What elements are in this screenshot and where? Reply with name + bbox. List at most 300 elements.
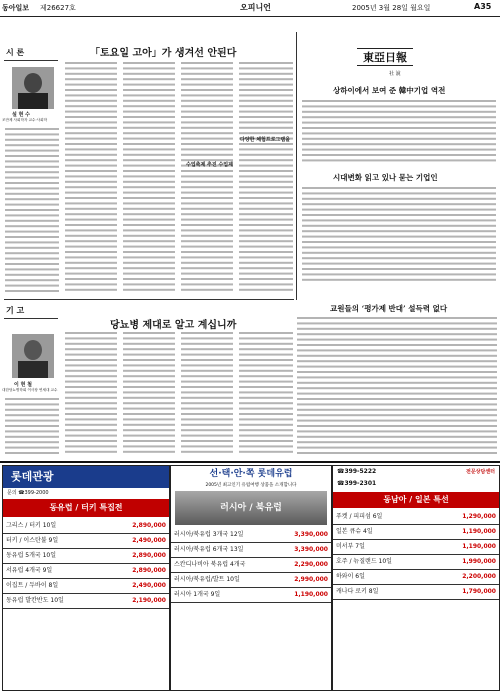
text-line <box>123 267 175 269</box>
siron-body-col3 <box>122 60 176 296</box>
ad-row-name: 스칸디나비아 북유럽 4개국 <box>174 561 246 568</box>
ad-left-row[interactable] <box>3 534 169 549</box>
text-line <box>65 240 117 242</box>
siron-body-col2 <box>64 60 118 296</box>
text-line <box>297 349 497 351</box>
text-line <box>181 418 233 420</box>
editorial-body-3 <box>296 315 498 458</box>
ad-mid-row[interactable] <box>171 528 331 543</box>
kigo-body-col2 <box>64 330 118 458</box>
text-line <box>302 116 496 118</box>
text-line <box>123 343 175 345</box>
text-line <box>181 424 233 426</box>
text-line <box>239 73 293 75</box>
ad-mid-row[interactable] <box>171 558 331 573</box>
text-line <box>123 235 175 237</box>
text-line <box>239 202 293 204</box>
text-line <box>65 116 117 118</box>
text-line <box>65 132 117 134</box>
ad-row-price: 2,490,000 <box>132 582 166 589</box>
text-line <box>181 370 233 372</box>
text-line <box>239 127 293 129</box>
text-line <box>297 339 497 341</box>
text-line <box>65 84 117 86</box>
text-lines <box>64 60 118 296</box>
ad-right-row[interactable] <box>333 585 499 600</box>
text-line <box>65 273 117 275</box>
text-line <box>181 435 233 437</box>
text-line <box>302 263 496 265</box>
editorial-brand: 東亞日報 <box>357 48 413 66</box>
text-line <box>239 186 293 188</box>
text-line <box>5 258 59 260</box>
text-lines <box>301 185 497 285</box>
text-line <box>181 375 233 377</box>
text-line <box>5 225 59 227</box>
text-line <box>181 451 233 453</box>
ad-right-row[interactable] <box>333 525 499 540</box>
ad-left-row[interactable] <box>3 549 169 564</box>
text-line <box>239 235 293 237</box>
text-line <box>181 62 233 64</box>
text-line <box>181 175 233 177</box>
text-line <box>65 143 117 145</box>
text-line <box>302 214 496 216</box>
text-line <box>239 84 293 86</box>
text-line <box>302 138 496 140</box>
editorial-title-1: 상하이에서 보여 준 韓中기업 역전 <box>333 86 446 95</box>
text-line <box>123 62 175 64</box>
text-line <box>65 256 117 258</box>
text-line <box>123 213 175 215</box>
text-line <box>65 138 117 140</box>
editorial-title-2: 시대변화 읽고 있나 묻는 기업인 <box>333 173 438 182</box>
text-line <box>297 371 497 373</box>
text-line <box>65 208 117 210</box>
ad-row-name: 푸켓 / 피피섬 6일 <box>336 513 383 520</box>
text-line <box>65 246 117 248</box>
text-line <box>65 283 117 285</box>
text-line <box>123 354 175 356</box>
text-line <box>123 240 175 242</box>
ad-row-price: 2,890,000 <box>132 522 166 529</box>
ad-row-name: 서유럽 4개국 9일 <box>6 567 53 574</box>
text-line <box>181 186 233 188</box>
text-line <box>181 402 233 404</box>
text-line <box>181 181 233 183</box>
text-line <box>302 192 496 194</box>
text-line <box>239 229 293 231</box>
text-line <box>123 445 175 447</box>
text-line <box>123 132 175 134</box>
text-line <box>239 262 293 264</box>
text-line <box>239 170 293 172</box>
text-line <box>65 440 117 442</box>
text-line <box>65 364 117 366</box>
ad-right-row[interactable] <box>333 540 499 555</box>
text-line <box>5 285 59 287</box>
kigo-body-col5 <box>238 330 294 458</box>
ad-mid[interactable] <box>170 465 332 691</box>
text-line <box>181 67 233 69</box>
text-line <box>123 208 175 210</box>
text-lines <box>296 315 498 458</box>
ad-mid-title: 선·택·안·쪽 롯데유럽 <box>209 469 293 479</box>
text-line <box>65 337 117 339</box>
text-line <box>123 348 175 350</box>
ad-right-row[interactable] <box>333 555 499 570</box>
text-line <box>5 263 59 265</box>
text-line <box>239 370 293 372</box>
text-line <box>65 391 117 393</box>
text-line <box>239 89 293 91</box>
text-line <box>239 381 293 383</box>
text-line <box>302 209 496 211</box>
text-line <box>239 116 293 118</box>
ad-right-tag: 전문상담센터 <box>466 469 495 475</box>
text-lines <box>301 98 497 164</box>
ad-mid-list <box>171 528 331 603</box>
editorial-box <box>296 32 499 300</box>
text-line <box>5 144 59 146</box>
text-line <box>123 186 175 188</box>
text-line <box>181 445 233 447</box>
text-line <box>5 420 59 422</box>
text-line <box>239 343 293 345</box>
ad-row-name: 호주 / 뉴질랜드 10일 <box>336 558 392 565</box>
ad-right-row[interactable] <box>333 570 499 585</box>
text-line <box>297 452 497 454</box>
text-line <box>65 267 117 269</box>
face-shape <box>24 73 42 93</box>
text-line <box>123 262 175 264</box>
text-line <box>5 241 59 243</box>
text-line <box>181 224 233 226</box>
text-line <box>297 420 497 422</box>
ad-row-price: 2,190,000 <box>132 597 166 604</box>
text-line <box>181 235 233 237</box>
contributor-photo <box>12 334 54 378</box>
text-line <box>239 424 293 426</box>
text-line <box>297 387 497 389</box>
text-line <box>239 451 293 453</box>
text-line <box>181 429 233 431</box>
text-line <box>123 78 175 80</box>
text-line <box>239 159 293 161</box>
text-line <box>123 429 175 431</box>
ad-left[interactable] <box>2 465 170 691</box>
text-line <box>5 403 59 405</box>
text-line <box>181 413 233 415</box>
ad-right-tel2: ☎399-2301 <box>337 480 377 487</box>
text-line <box>181 143 233 145</box>
text-line <box>65 386 117 388</box>
text-line <box>239 256 293 258</box>
text-line <box>297 436 497 438</box>
text-line <box>123 413 175 415</box>
text-line <box>65 100 117 102</box>
text-line <box>181 256 233 258</box>
text-line <box>239 359 293 361</box>
ad-left-row[interactable] <box>3 519 169 534</box>
text-line <box>123 175 175 177</box>
text-line <box>181 116 233 118</box>
text-line <box>239 154 293 156</box>
text-line <box>5 398 59 400</box>
suit-shape <box>18 93 48 109</box>
text-line <box>181 208 233 210</box>
text-line <box>65 202 117 204</box>
ad-row-name: 러시아/북유럽 3개국 12일 <box>174 531 244 538</box>
text-line <box>123 370 175 372</box>
text-line <box>239 224 293 226</box>
text-line <box>5 279 59 281</box>
text-line <box>181 397 233 399</box>
text-line <box>302 127 496 129</box>
ad-mid-sub: 2005년 최고인기 유럽여행 상품을 소개합니다 <box>205 483 297 488</box>
ad-row-price: 2,990,000 <box>294 576 328 583</box>
text-line <box>239 132 293 134</box>
text-line <box>123 148 175 150</box>
text-line <box>302 257 496 259</box>
ad-left-banner: 동유럽 / 터키 특집전 <box>3 499 169 517</box>
text-line <box>123 451 175 453</box>
ad-row-name: 러시아/북유럽/발트 10일 <box>174 576 240 583</box>
text-line <box>5 182 59 184</box>
text-line <box>123 181 175 183</box>
text-line <box>181 84 233 86</box>
text-line <box>181 197 233 199</box>
ad-row-price: 1,290,000 <box>462 513 496 520</box>
ad-row-price: 3,390,000 <box>294 531 328 538</box>
text-line <box>302 154 496 156</box>
text-line <box>5 430 59 432</box>
text-line <box>239 283 293 285</box>
text-line <box>5 171 59 173</box>
ad-right-tel: ☎399-5222 <box>337 468 377 475</box>
text-line <box>65 332 117 334</box>
ad-row-name: 동유럽 발칸반도 10일 <box>6 597 64 604</box>
ad-row-name: 터키 / 이스탄불 9일 <box>6 537 59 544</box>
text-line <box>297 355 497 357</box>
text-line <box>297 430 497 432</box>
text-line <box>5 166 59 168</box>
text-line <box>123 94 175 96</box>
text-line <box>5 198 59 200</box>
text-line <box>123 121 175 123</box>
text-line <box>239 348 293 350</box>
text-line <box>123 402 175 404</box>
text-line <box>5 187 59 189</box>
text-line <box>65 197 117 199</box>
text-line <box>302 279 496 281</box>
text-line <box>65 418 117 420</box>
text-line <box>181 246 233 248</box>
text-line <box>239 111 293 113</box>
text-line <box>297 344 497 346</box>
ad-mid-row[interactable] <box>171 543 331 558</box>
text-line <box>239 100 293 102</box>
ad-row-name: 캐나다 로키 8일 <box>336 588 379 595</box>
text-line <box>302 268 496 270</box>
ad-left-row[interactable] <box>3 594 169 609</box>
kigo-body-col1 <box>4 396 60 458</box>
text-line <box>239 78 293 80</box>
text-line <box>123 381 175 383</box>
text-line <box>239 192 293 194</box>
text-line <box>181 73 233 75</box>
ad-mid-banner: 러시아 / 북유럽 <box>175 491 327 525</box>
text-line <box>65 73 117 75</box>
text-line <box>239 105 293 107</box>
text-line <box>65 105 117 107</box>
text-line <box>239 440 293 442</box>
text-line <box>123 170 175 172</box>
text-line <box>123 435 175 437</box>
text-line <box>5 268 59 270</box>
text-line <box>5 436 59 438</box>
text-line <box>302 100 496 102</box>
text-line <box>181 94 233 96</box>
text-line <box>5 231 59 233</box>
text-line <box>123 219 175 221</box>
text-line <box>123 391 175 393</box>
section-name: 오피니언 <box>240 3 271 12</box>
text-line <box>297 366 497 368</box>
text-line <box>65 186 117 188</box>
ad-row-price: 2,290,000 <box>294 561 328 568</box>
siron-body-col4 <box>180 60 234 296</box>
text-line <box>239 273 293 275</box>
text-line <box>297 393 497 395</box>
text-line <box>302 149 496 151</box>
siron-subhead: 수업축제 추진 수업제 <box>186 162 233 168</box>
text-line <box>181 240 233 242</box>
text-line <box>239 278 293 280</box>
text-line <box>123 256 175 258</box>
text-line <box>302 273 496 275</box>
text-line <box>239 445 293 447</box>
text-line <box>297 382 497 384</box>
text-line <box>239 418 293 420</box>
text-line <box>65 175 117 177</box>
text-line <box>181 289 233 291</box>
text-line <box>123 111 175 113</box>
text-line <box>65 343 117 345</box>
ad-left-list <box>3 519 169 609</box>
text-line <box>123 154 175 156</box>
ad-mid-row[interactable] <box>171 573 331 588</box>
text-lines <box>4 126 60 296</box>
text-line <box>297 441 497 443</box>
ad-row-name: 이집트 / 두바이 8일 <box>6 582 59 589</box>
text-line <box>302 203 496 205</box>
ad-left-row[interactable] <box>3 579 169 594</box>
text-line <box>239 148 293 150</box>
ad-right[interactable] <box>332 465 500 691</box>
text-line <box>239 397 293 399</box>
ad-mid-row[interactable] <box>171 588 331 603</box>
text-line <box>65 262 117 264</box>
text-lines <box>4 396 60 458</box>
text-line <box>181 121 233 123</box>
text-lines <box>64 330 118 458</box>
text-line <box>5 150 59 152</box>
text-line <box>123 278 175 280</box>
text-line <box>302 252 496 254</box>
text-lines <box>180 330 234 458</box>
kigo-author: 이 현 철 <box>14 382 32 388</box>
text-line <box>239 386 293 388</box>
text-line <box>123 116 175 118</box>
text-line <box>181 262 233 264</box>
text-line <box>65 435 117 437</box>
text-line <box>181 364 233 366</box>
editorial-sub: 社 說 <box>389 71 401 77</box>
text-line <box>297 403 497 405</box>
text-line <box>302 230 496 232</box>
text-line <box>181 219 233 221</box>
ad-left-row[interactable] <box>3 564 169 579</box>
ad-row-name: 동유럽 5개국 10일 <box>6 552 57 559</box>
ad-row-price: 1,190,000 <box>294 591 328 598</box>
text-line <box>181 105 233 107</box>
text-line <box>5 236 59 238</box>
text-line <box>181 127 233 129</box>
text-line <box>123 440 175 442</box>
text-line <box>297 317 497 319</box>
text-line <box>239 375 293 377</box>
text-line <box>65 370 117 372</box>
text-line <box>123 73 175 75</box>
text-line <box>181 354 233 356</box>
text-line <box>239 62 293 64</box>
ad-row-name: 미서부 7일 <box>336 543 365 550</box>
text-line <box>65 89 117 91</box>
text-line <box>181 343 233 345</box>
text-line <box>123 192 175 194</box>
text-line <box>297 322 497 324</box>
ad-row-price: 3,390,000 <box>294 546 328 553</box>
text-line <box>5 177 59 179</box>
text-line <box>65 121 117 123</box>
suit-shape <box>18 361 48 378</box>
text-line <box>181 78 233 80</box>
page-number: A35 <box>474 2 492 11</box>
text-line <box>181 213 233 215</box>
text-line <box>297 333 497 335</box>
text-line <box>65 348 117 350</box>
divider <box>4 299 294 300</box>
text-line <box>123 289 175 291</box>
text-line <box>239 364 293 366</box>
ad-right-row[interactable] <box>333 510 499 525</box>
text-line <box>5 414 59 416</box>
kigo-body-col3 <box>122 330 176 458</box>
text-line <box>65 219 117 221</box>
text-line <box>302 105 496 107</box>
ad-left-tel: 문의 ☎399-2000 <box>7 490 49 496</box>
text-line <box>65 159 117 161</box>
text-lines <box>238 330 294 458</box>
text-line <box>302 241 496 243</box>
text-line <box>181 111 233 113</box>
text-line <box>65 354 117 356</box>
text-line <box>239 267 293 269</box>
text-line <box>123 159 175 161</box>
text-line <box>123 408 175 410</box>
text-line <box>5 247 59 249</box>
